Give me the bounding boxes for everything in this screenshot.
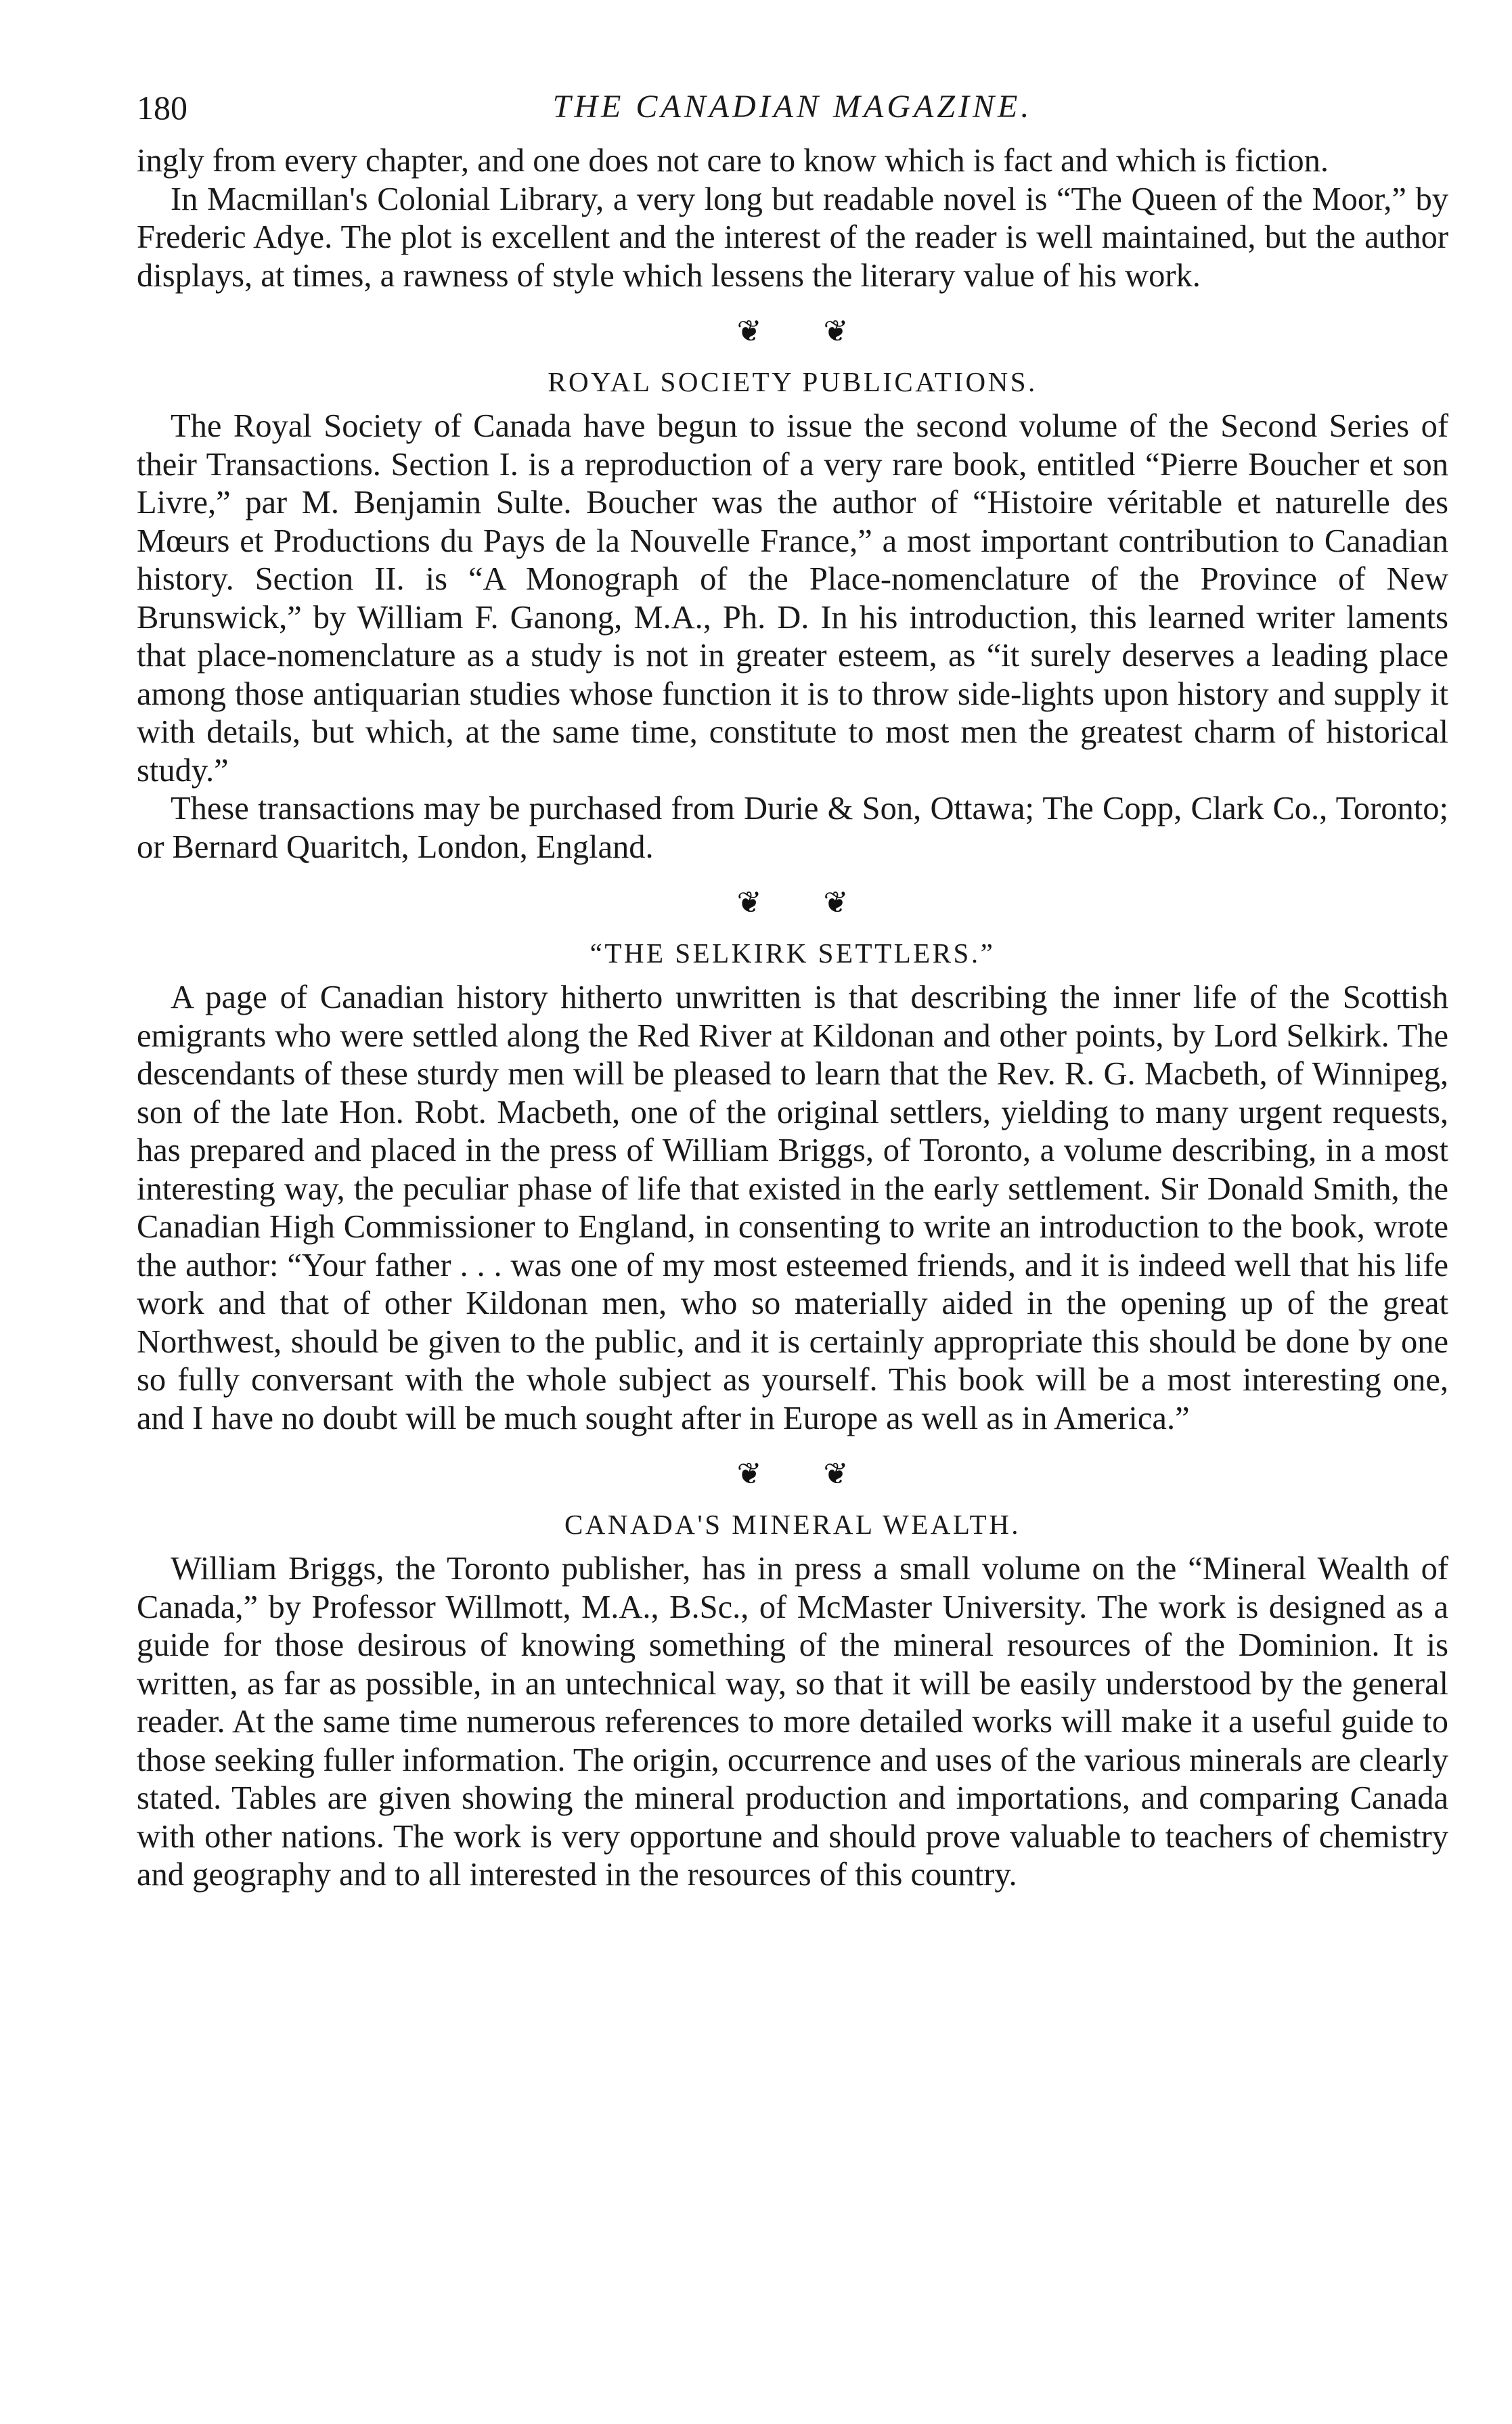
continued-paragraph: ingly from every chapter, and one does not care to know which is fact and which is fiction. <box>137 143 1329 179</box>
intro-text <box>137 142 1448 295</box>
running-head <box>137 81 1448 142</box>
section-heading: ROYAL SOCIETY PUBLICATIONS. <box>548 366 1038 397</box>
magazine-page <box>137 81 1448 1895</box>
section-heading: “THE SELKIRK SETTLERS.” <box>590 938 996 969</box>
section-ornament: ❦ ❦ <box>736 886 876 919</box>
body-paragraph: A page of Canadian history hitherto unwritten is that describing the inner life of the Scottish emigrants who were settled along the Red River at Kildonan and other points, by Lord Selkirk. The descendants of these sturdy men will be pleased to learn that the Rev. R. G. Macbeth, of Winnipeg, son of the late Hon. Robt. Macbeth, one of the original settlers, yielding to many urgent requests, has prepared and placed in the press of William Briggs, of Toronto, a volume describing, in a most interesting way, the peculiar phase of life that existed in the early settlement. Sir Donald Smith, the Canadian High Commissioner to England, in consenting to write an introduction to the book, wrote the author: “Your father . . . was one of my most esteemed friends, and it is indeed well that his life work and that of other Kildonan men, who so materially aided in the opening up of the great Northwest, should be given to the public, and it is certainly appropriate this should be done by one so fully conversant with the whole subject as yourself. This book will be a most interesting one, and I have no doubt will be much sought after in Europe as well as in America.” <box>137 979 1448 1436</box>
section-heading: CANADA'S MINERAL WEALTH. <box>564 1509 1021 1540</box>
queen-of-the-moor-paragraph: In Macmillan's Colonial Library, a very long but readable novel is “The Queen of the Moor,” by Frederic Adye. The plot is excellent and the interest of the reader is well maintained, but the author displays, at times, a rawness of style which lessens the literary value of his work. <box>137 181 1448 294</box>
section-mineral-wealth <box>137 1505 1448 1895</box>
magazine-title: THE CANADIAN MAGAZINE. <box>552 89 1033 125</box>
section-selkirk-settlers <box>137 934 1448 1438</box>
body-paragraph: These transactions may be purchased from Durie & Son, Ottawa; The Copp, Clark Co., Toronto; or Bernard Quaritch, London, England. <box>137 791 1448 865</box>
section-ornament: ❦ ❦ <box>736 315 876 348</box>
page-number: 180 <box>137 89 187 127</box>
section-ornament: ❦ ❦ <box>736 1457 876 1491</box>
body-paragraph: William Briggs, the Toronto publisher, has in press a small volume on the “Mineral Wealth of Canada,” by Professor Willmott, M.A., B.Sc., of McMaster University. The work is designed as a guide for those desirous of knowing something of the mineral resources of the Dominion. It is written, as far as possible, in an untechnical way, so that it will be easily understood by the general reader. At the same time numerous references to more detailed works will make it a useful guide to those seeking fuller information. The origin, occurrence and uses of the various minerals are clearly stated. Tables are given showing the mineral production and importations, and comparing Canada with other nations. The work is very opportune and should prove valuable to teachers of chemistry and geography and to all interested in the resources of this country. <box>137 1551 1448 1893</box>
section-royal-society <box>137 363 1448 866</box>
body-paragraph: The Royal Society of Canada have begun to issue the second volume of the Second Series of their Transactions. Section I. is a reproduction of a very rare book, entitled “Pierre Boucher et son Livre,” par M. Benjamin Sulte. Boucher was the author of “Histoire véritable et naturelle des Mœurs et Productions du Pays de la Nouvelle France,” a most important contribution to Canadian history. Section II. is “A Monograph of the Place-nomenclature of the Province of New Brunswick,” by William F. Ganong, M.A., Ph. D. In his introduction, this learned writer laments that place-nomenclature as a study is not in greater esteem, as “it surely deserves a leading place among those antiquarian studies whose function it is to throw side-lights upon history and supply it with details, but which, at the same time, constitute to most men the greatest charm of historical study.” <box>137 408 1448 789</box>
